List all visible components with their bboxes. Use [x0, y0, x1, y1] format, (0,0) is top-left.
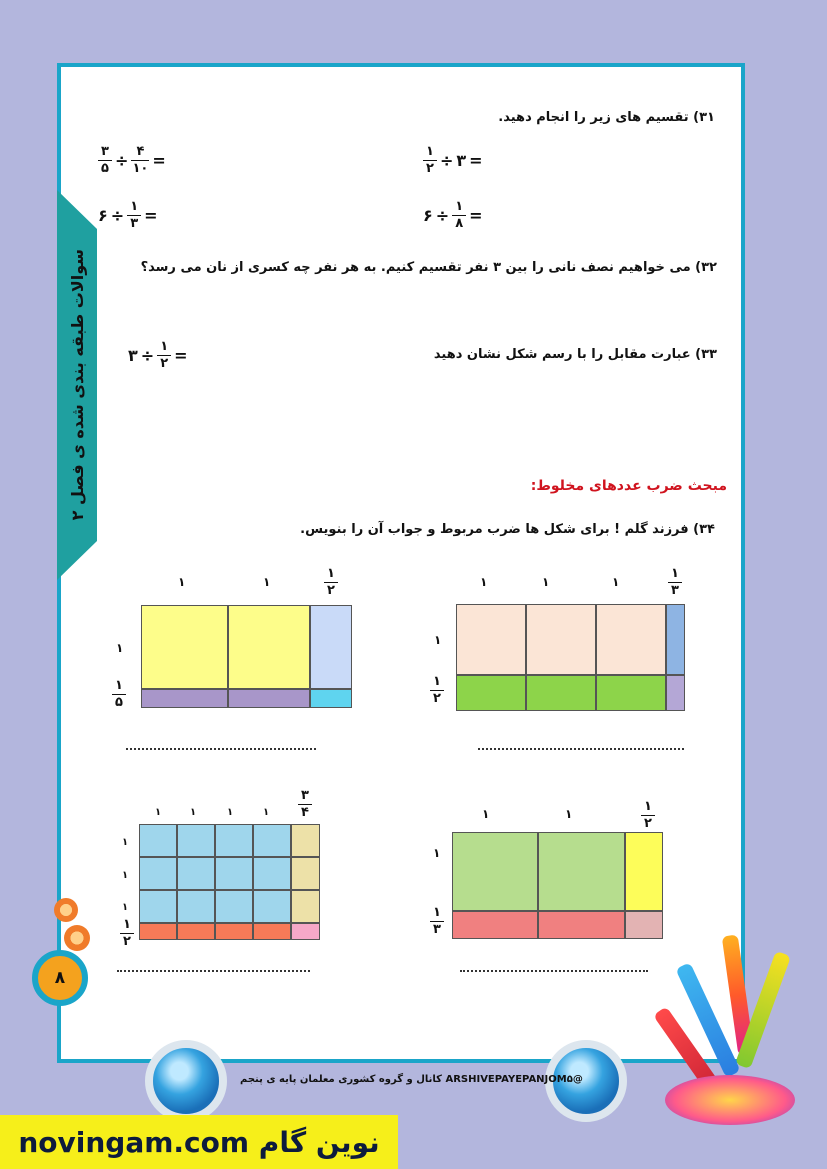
cell: [310, 605, 352, 689]
top-label: ۱: [542, 575, 550, 589]
fraction: $\frac{۱}{۳}$: [127, 200, 141, 231]
cell: [139, 890, 177, 923]
q32-title: ۳۲) می خواهیم نصف نانی را بین ۳ نفر تقسیم کنیم. به هر نفر چه کسری از نان می رسد؟: [140, 260, 717, 275]
side-label: ۱: [434, 633, 442, 647]
cell: [253, 824, 291, 857]
cell: [526, 604, 596, 675]
answer-line: [478, 748, 684, 750]
cell: [215, 857, 253, 890]
cell: [139, 824, 177, 857]
cell: [456, 604, 526, 675]
answer-line: [460, 970, 648, 972]
cell: [526, 675, 596, 711]
top-label: ۱: [565, 807, 573, 821]
cell: [139, 923, 177, 940]
top-label: ۱: [482, 807, 490, 821]
fraction: $\frac{۴}{۱۰}$: [132, 144, 149, 176]
cell: [253, 890, 291, 923]
footer-credit: کانال و گروه کشوری معلمان پایه ی پنجم ARSHIVEPAYEPANJOM۵@: [240, 1074, 583, 1085]
cell: [452, 911, 538, 939]
side-label: ۱: [122, 837, 129, 848]
q31-expr-2: $\frac{۱}{۲}$ ÷ ۳ =: [423, 145, 483, 176]
top-fraction: $\frac{۳}{۴}$: [298, 788, 312, 820]
cell: [177, 857, 215, 890]
answer-line: [126, 748, 316, 750]
top-label: ۱: [227, 807, 234, 818]
q33-title: ۳۳) عبارت مقابل را با رسم شکل نشان دهید: [433, 347, 717, 362]
cell: [228, 689, 310, 708]
cell: [141, 605, 228, 689]
page-number: ۸: [32, 950, 88, 1006]
cell: [291, 890, 320, 923]
top-label: ۱: [263, 807, 270, 818]
cell: [456, 675, 526, 711]
cell: [228, 605, 310, 689]
q31-expr-4: ۶ ÷ $\frac{۱}{۸}$ =: [423, 199, 483, 231]
fraction: $\frac{۱}{۲}$: [157, 340, 171, 371]
cell: [177, 824, 215, 857]
cell: [538, 911, 625, 939]
answer-line: [117, 970, 310, 972]
side-label: ۱: [122, 902, 129, 913]
cell: [253, 857, 291, 890]
fraction: $\frac{۱}{۲}$: [423, 145, 437, 176]
q34-title: ۳۴) فرزند گلم ! برای شکل ها ضرب مربوط و جواب آن را بنویس.: [300, 522, 715, 537]
cell: [596, 604, 666, 675]
cell: [215, 923, 253, 940]
section-title: مبحث ضرب عددهای مخلوط:: [530, 478, 727, 494]
side-fraction: $\frac{۱}{۲}$: [120, 917, 134, 949]
cell: [253, 923, 291, 940]
top-label: ۱: [190, 807, 197, 818]
cell: [452, 832, 538, 911]
side-label: ۱: [122, 870, 129, 881]
candy-icon: [64, 925, 90, 951]
brand-banner: novingam.com نوین گام: [0, 1115, 398, 1169]
cell: [215, 890, 253, 923]
side-fraction: $\frac{۱}{۲}$: [430, 674, 444, 706]
top-fraction: $\frac{۱}{۲}$: [641, 799, 655, 831]
top-fraction: $\frac{۱}{۳}$: [668, 566, 682, 598]
cell: [177, 923, 215, 940]
q31-title: ۳۱) تقسیم های زیر را انجام دهید.: [498, 110, 715, 125]
top-fraction: $\frac{۱}{۲}$: [324, 566, 338, 598]
q31-expr-3: ۶ ÷ $\frac{۱}{۳}$ =: [98, 199, 158, 231]
top-label: ۱: [612, 575, 620, 589]
candy-icon: [54, 898, 78, 922]
cell: [177, 890, 215, 923]
top-label: ۱: [263, 575, 271, 589]
cell: [139, 857, 177, 890]
cell: [291, 824, 320, 857]
cell: [625, 911, 663, 939]
side-fraction: $\frac{۱}{۵}$: [112, 678, 126, 710]
bus-wheel-left: [145, 1040, 227, 1122]
side-label: ۱: [433, 846, 441, 860]
q33-expr: ۳ ÷ $\frac{۱}{۲}$ =: [128, 339, 188, 371]
cell: [666, 675, 685, 711]
side-tab-label: سوالات طبقه بندی شده ی فصل ۲: [67, 249, 87, 521]
cell: [596, 675, 666, 711]
side-label: ۱: [116, 641, 124, 655]
cell: [538, 832, 625, 911]
fraction: $\frac{۱}{۸}$: [452, 200, 466, 231]
side-fraction: $\frac{۱}{۳}$: [430, 905, 444, 937]
top-label: ۱: [155, 807, 162, 818]
cell: [625, 832, 663, 911]
top-label: ۱: [480, 575, 488, 589]
cell: [291, 923, 320, 940]
fraction: $\frac{۳}{۵}$: [98, 145, 112, 176]
cell: [310, 689, 352, 708]
q31-expr-1: $\frac{۳}{۵}$ ÷ $\frac{۴}{۱۰}$ =: [98, 145, 166, 176]
cell: [666, 604, 685, 675]
cell: [215, 824, 253, 857]
cell: [141, 689, 228, 708]
cell: [291, 857, 320, 890]
top-label: ۱: [178, 575, 186, 589]
